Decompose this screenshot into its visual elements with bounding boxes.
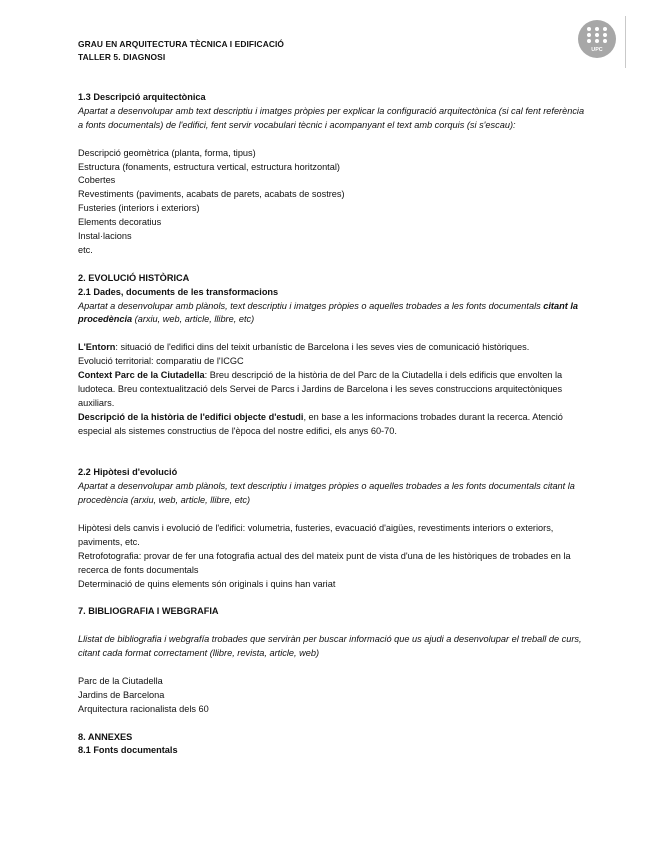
list-item: Elements decoratius xyxy=(78,217,162,228)
list-item: Jardins de Barcelona xyxy=(78,689,165,700)
list-item: Instal·lacions xyxy=(78,231,132,242)
list-item: Arquitectura racionalista dels 60 xyxy=(78,703,209,714)
header-course: TALLER 5. DIAGNOSI xyxy=(78,51,166,62)
hypothesis-paragraph: Hipòtesi dels canvis i evolució de l'edifici: volumetria, fusteries, evacuació d'aigües, revestiments interiors o exteriors, paviments, etc. xyxy=(78,523,554,547)
logo-label: UPC xyxy=(591,47,603,53)
header-degree: GRAU EN ARQUITECTURA TÈCNICA I EDIFICACIÓ xyxy=(78,39,285,49)
upc-logo xyxy=(578,20,616,58)
document-header xyxy=(78,38,284,63)
list-item: Fusteries (interiors i exteriors) xyxy=(78,203,200,214)
section-8-1-title: 8.1 Fonts documentals xyxy=(78,745,178,756)
list-item: Descripció geomètrica (planta, forma, tipus) xyxy=(78,147,256,158)
evolucio-paragraph: Evolució territorial: comparatiu de l'ICGC xyxy=(78,356,244,367)
list-item: Estructura (fonaments, estructura vertical, estructura horitzontal) xyxy=(78,161,340,172)
section-7-title: 7. BIBLIOGRAFIA I WEBGRAFIA xyxy=(78,606,219,617)
list-item: etc. xyxy=(78,244,93,255)
list-item: Parc de la Ciutadella xyxy=(78,675,163,686)
list-item: Cobertes xyxy=(78,175,116,186)
section-2-1-title: 2.1 Dades, documents de les transformacions xyxy=(78,286,279,297)
section-7-intro: Llistat de bibliografia i webgrafía trobades que serviràn per buscar informació que us ajudi a desenvolupar el treball de curs, citant cada format correctament (llibre, revista, article, web) xyxy=(78,634,582,659)
section-8-title: 8. ANNEXES xyxy=(78,731,133,742)
retrophoto-paragraph: Retrofotografia: provar de fer una fotografia actual des del mateix punt de vista d'una de les històriques de trobades en la recerca de fonts documentals xyxy=(78,550,571,575)
context-paragraph: Context Parc de la Ciutadella: Breu descripció de la història de del Parc de la Ciutadella i dels edificis que envolten la ludoteca. Breu contextualització dels Servei de Parcs i Jardins de Barcelona i les seves construccions arquitectòniques auxiliars. xyxy=(78,370,563,408)
originals-paragraph: Determinació de quins elements són originals i quins han variat xyxy=(78,578,336,589)
section-2-2-title: 2.2 Hipòtesi d'evolució xyxy=(78,467,178,478)
section-2-1-intro: Apartat a desenvolupar amb plànols, text descriptiu i imatges pròpies o aquelles trobades a les fonts documentals citant la procedència (arxiu, web, article, llibre, etc) xyxy=(78,300,578,325)
logo-dots-icon xyxy=(587,27,607,44)
section-1-3-intro: Apartat a desenvolupar amb text descriptiu i imatges pròpies per explicar la configuració arquitectònica (si cal fent referència a fonts documentals) de l'edifici, fent servir vocabulari tècnic i acompanyant el text amb corquis (si s'escau): xyxy=(78,105,585,130)
section-2-title: 2. EVOLUCIÓ HISTÒRICA xyxy=(78,272,190,283)
section-1-3-title: 1.3 Descripció arquitectònica xyxy=(78,92,206,102)
entorn-paragraph: L'Entorn: situació de l'edifici dins del teixit urbanístic de Barcelona i les seves vies de comunicació històriques. xyxy=(78,342,530,353)
history-paragraph: Descripció de la història de l'edifici objecte d'estudi, en base a les informacions trobades durant la recerca. Atenció especial als sistemes constructius de l'època del nostre edifici, els anys 60-70. xyxy=(78,411,563,436)
list-item: Revestiments (paviments, acabats de parets, acabats de sostres) xyxy=(78,189,345,200)
document-body xyxy=(78,91,588,758)
header-divider xyxy=(625,16,626,68)
section-2-2-intro: Apartat a desenvolupar amb plànols, text descriptiu i imatges pròpies o aquelles trobades a les fonts documentals citant la procedència (arxiu, web, article, llibre, etc) xyxy=(78,481,575,506)
